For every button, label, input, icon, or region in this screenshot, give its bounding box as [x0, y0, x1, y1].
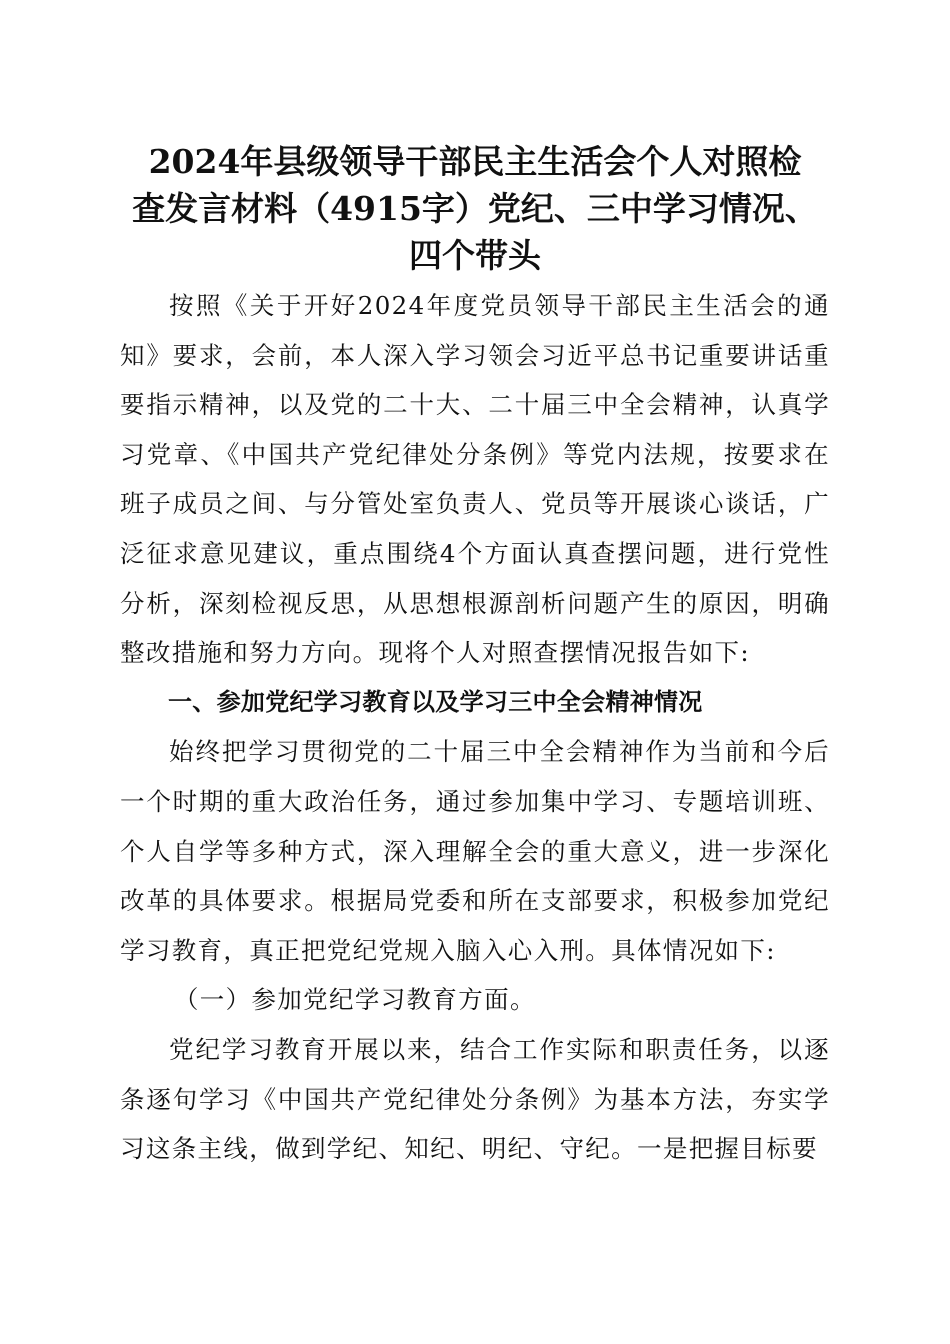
document-title	[120, 138, 830, 279]
section-1-heading: 一、参加党纪学习教育以及学习三中全会精神情况	[168, 687, 703, 716]
subsection-1-heading: （一）参加党纪学习教育方面。	[173, 985, 536, 1015]
title-line-2: 查发言材料（4915字）党纪、三中学习情况、	[132, 189, 818, 228]
document-page	[120, 138, 830, 1174]
intro-paragraph: 按照《关于开好2024年度党员领导干部民主生活会的通知》要求，会前，本人深入学习领会习近平总书记重要讲话重要指示精神，以及党的二十大、二十届三中全会精神，认真学习党章、《中国共产党纪律处分条例》等党内法规，按要求在班子成员之间、与分管处室负责人、党员等开展谈心谈话，广泛征求意见建议，重点围绕4个方面认真查摆问题，进行党性分析，深刻检视反思，从思想根源剖析问题产生的原因，明确整改措施和努力方向。现将个人对照查摆情况报告如下:	[120, 291, 830, 668]
section-1-paragraph: 始终把学习贯彻党的二十届三中全会精神作为当前和今后一个时期的重大政治任务，通过参加集中学习、专题培训班、个人自学等多种方式，深入理解全会的重大意义，进一步深化改革的具体要求。根据局党委和所在支部要求，积极参加党纪学习教育，真正把党纪党规入脑入心入刑。具体情况如下:	[120, 737, 830, 965]
subsection-1-paragraph: 党纪学习教育开展以来，结合工作实际和职责任务，以逐条逐句学习《中国共产党纪律处分条例》为基本方法，夯实学习这条主线，做到学纪、知纪、明纪、守纪。一是把握目标要	[120, 1034, 830, 1164]
title-line-3: 四个带头	[409, 236, 541, 275]
title-line-1: 2024年县级领导干部民主生活会个人对照检	[148, 142, 802, 181]
